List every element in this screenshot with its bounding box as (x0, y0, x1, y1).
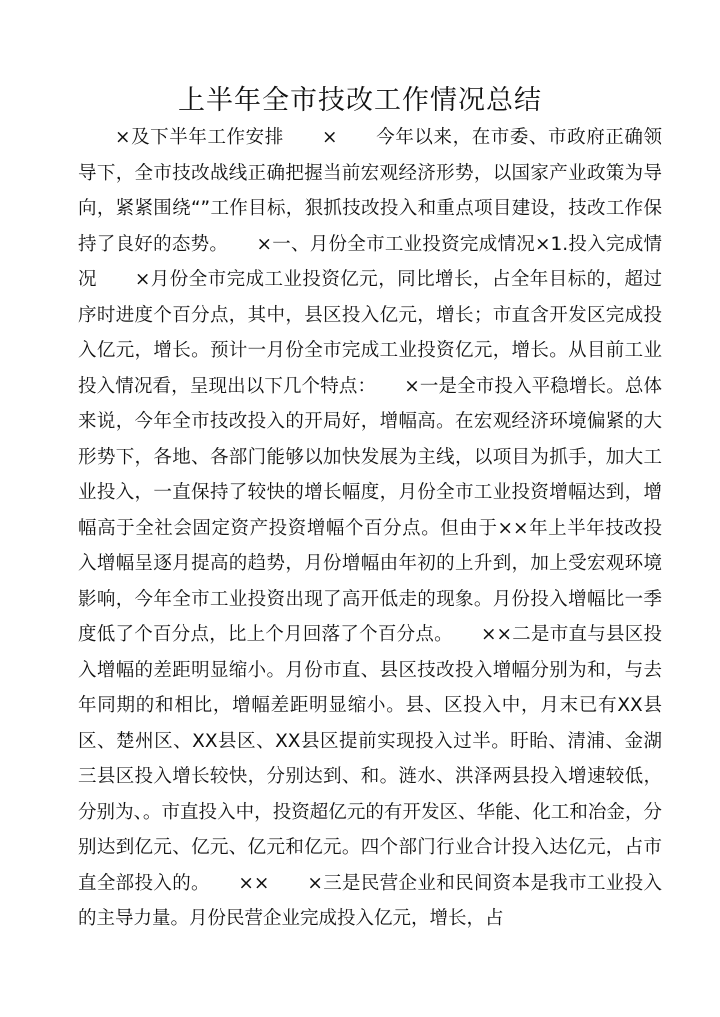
document-title: 上半年全市技改工作情况总结 (178, 85, 542, 116)
document-body: ×及下半年工作安排 × 今年以来，在市委、市政府正确领导下，全市技改战线正确把握当前宏观经济形势，以国家产业政策为导向，紧紧围绕“”工作目标，狠抓技改投入和重点项目建设，技改工作保持了良好的态势。 ×一、月份全市工业投资完成情况×1.投入完成情况 ×月份全市完成工业投资亿元，同比增长，占全年目标的，超过序时进度个百分点，其中，县区投入亿元，增长；市直含开发区完成投入亿元，增长。预计一月份全市完成工业投资亿元，增长。从目前工业投入情况看，呈现出以下几个特点： ×一是全市投入平稳增长。总体来说，今年全市技改投入的开局好，增幅高。在宏观经济环境偏紧的大形势下，各地、各部门能够以加快发展为主线，以项目为抓手，加大工业投入，一直保持了较快的增长幅度，月份全市工业投资增幅达到，增幅高于全社会固定资产投资增幅个百分点。但由于××年上半年技改投入增幅呈逐月提高的趋势，月份增幅由年初的上升到，加上受宏观环境影响，今年全市工业投资出现了高开低走的现象。月份投入增幅比一季度低了个百分点，比上个月回落了个百分点。 ××二是市直与县区投入增幅的差距明显缩小。月份市直、县区技改投入增幅分别为和，与去年同期的和相比，增幅差距明显缩小。县、区投入中，月末已有XX县区、楚州区、XX县区、XX县区提前实现投入过半。盱眙、清浦、金湖三县区投入增长较快，分别达到、和。涟水、洪泽两县投入增速较低，分别为、。市直投入中，投资超亿元的有开发区、华能、化工和冶金，分别达到亿元、亿元、亿元和亿元。四个部门行业合计投入达亿元，占市直全部投入的。 ×× ×三是民营企业和民间资本是我市工业投入的主导力量。月份民营企业完成投入亿元，增长，占 (78, 127, 662, 929)
